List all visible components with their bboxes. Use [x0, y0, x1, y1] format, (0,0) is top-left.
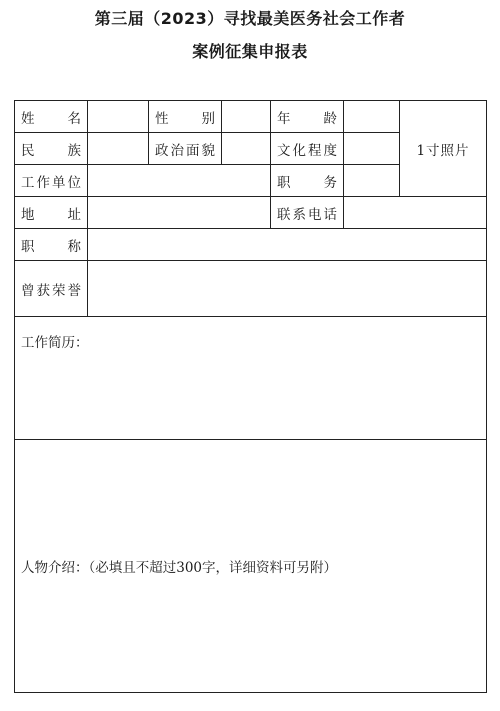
phone-field[interactable] — [344, 197, 487, 229]
photo-cell[interactable]: 1寸照片 — [400, 101, 487, 197]
education-field[interactable] — [344, 133, 400, 165]
honors-label: 曾获荣誉 — [15, 261, 88, 317]
form-row-resume — [15, 317, 487, 440]
professional-title-label: 职 称 — [15, 229, 88, 261]
resume-label: 工作简历： — [21, 335, 89, 351]
resume-field[interactable] — [15, 317, 487, 440]
employer-label: 工作单位 — [15, 165, 88, 197]
gender-label: 性 别 — [149, 101, 222, 133]
form-row-address — [15, 197, 487, 229]
application-form-table — [14, 100, 487, 693]
address-label: 地 址 — [15, 197, 88, 229]
form-row-intro — [15, 440, 487, 693]
political-status-label: 政治面貌 — [149, 133, 222, 165]
phone-label: 联系电话 — [271, 197, 344, 229]
age-field[interactable] — [344, 101, 400, 133]
professional-title-field[interactable] — [88, 229, 487, 261]
form-subtitle: 案例征集申报表 — [192, 42, 308, 61]
ethnicity-label: 民 族 — [15, 133, 88, 165]
position-label: 职 务 — [271, 165, 344, 197]
address-field[interactable] — [88, 197, 271, 229]
name-label: 姓 名 — [15, 101, 88, 133]
position-field[interactable] — [344, 165, 400, 197]
education-label: 文化程度 — [271, 133, 344, 165]
ethnicity-field[interactable] — [88, 133, 149, 165]
form-row-title — [15, 229, 487, 261]
introduction-label: 人物介绍：（必填且不超过300字，详细资料可另附） — [21, 560, 338, 576]
form-row-honors — [15, 261, 487, 317]
political-status-field[interactable] — [222, 133, 271, 165]
age-label: 年 龄 — [271, 101, 344, 133]
form-row-name — [15, 101, 487, 133]
employer-field[interactable] — [88, 165, 271, 197]
introduction-field[interactable] — [15, 440, 487, 693]
name-field[interactable] — [88, 101, 149, 133]
form-title: 第三届（2023）寻找最美医务社会工作者 — [94, 9, 406, 28]
gender-field[interactable] — [222, 101, 271, 133]
honors-field[interactable] — [88, 261, 487, 317]
